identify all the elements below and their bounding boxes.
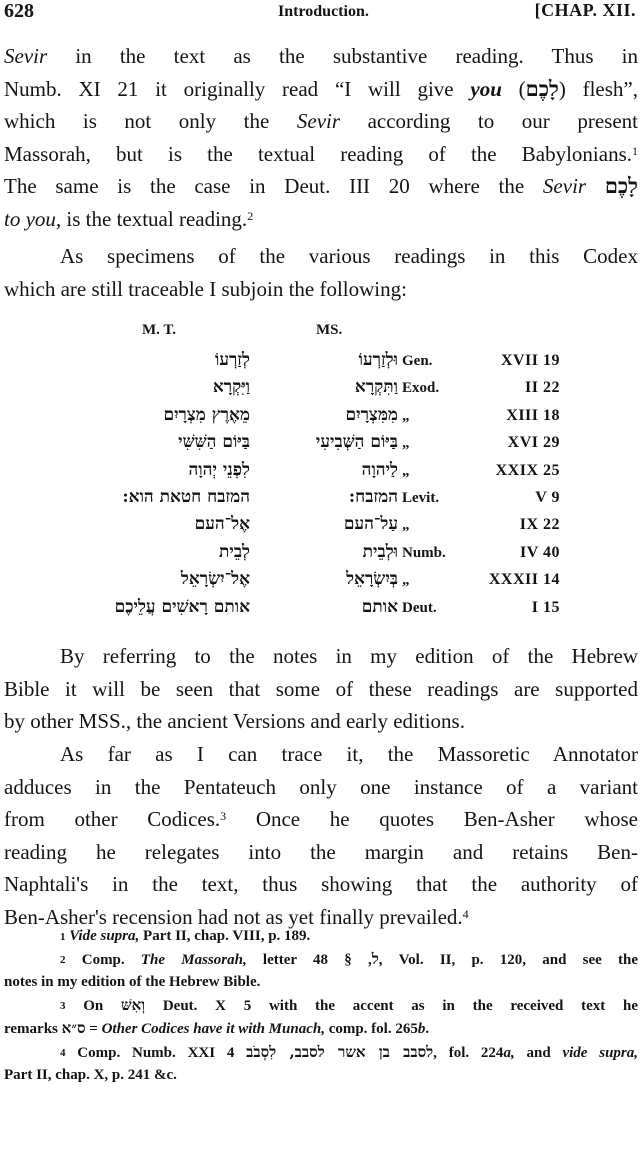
- text-line: reading he relegates into the margin and retains Ben-: [4, 839, 638, 864]
- mt-reading: אֶל־יִשְׂרָאֵל: [180, 569, 250, 590]
- readings-table: [90, 318, 590, 628]
- footnote-3: [4, 994, 638, 1018]
- italic-term: Sevir: [296, 109, 341, 133]
- text-run: Vide supra,: [69, 928, 140, 944]
- column-header-ms: MS.: [316, 322, 343, 338]
- emphasis-word: you: [470, 76, 502, 101]
- text-run: and: [514, 1044, 563, 1061]
- text-run: , fol. 224: [433, 1044, 504, 1061]
- page-number: 628: [4, 0, 34, 22]
- text-run: Other Codices have it with Munach,: [101, 1021, 325, 1037]
- text-run: b: [417, 1021, 426, 1037]
- ms-reading: וַתִּקְרָא: [354, 377, 398, 398]
- footnote-number: 1: [60, 931, 66, 943]
- italic-term: Sevir: [4, 44, 48, 68]
- book-name: Gen.: [402, 353, 433, 369]
- book-name: Levit.: [402, 490, 440, 506]
- text-run: , § 48, Vol. II, p. 120, and see the: [313, 951, 638, 968]
- mt-reading: אֶל־העם: [194, 514, 250, 535]
- footnote-ref: 2: [247, 208, 254, 223]
- text-line: Bible it will be seen that some of these readings are supported: [4, 676, 638, 701]
- verse-ref: XXIX 25: [495, 461, 560, 479]
- ms-reading: וּלְזַרְעוֹ: [358, 350, 398, 370]
- verse-ref: XVI 29: [507, 434, 560, 452]
- column-header-mt: M. T.: [142, 322, 177, 338]
- text-line: adduces in the Pentateuch only one instance of a variant: [4, 774, 638, 799]
- mt-reading: בַּיּוֹם הַשִּׁשִּׁי: [178, 432, 250, 453]
- footnote-1: [4, 925, 638, 948]
- text-run: vide supra,: [562, 1044, 638, 1061]
- text-run: Comp. Numb. XXI 4: [77, 1044, 247, 1061]
- text-run: Ben-Asher's recension had not as yet finally prevailed.: [4, 904, 463, 929]
- table-row: [90, 542, 590, 569]
- verse-ref: XVII 19: [500, 352, 560, 369]
- verse-ref: XIII 18: [506, 406, 560, 424]
- footnotes: [4, 925, 638, 1087]
- footnote-number: 2: [60, 953, 66, 966]
- hebrew-word: וְאִשּׁ: [121, 995, 146, 1014]
- book-name: Numb.: [402, 544, 446, 561]
- text-run: letter: [246, 951, 314, 968]
- hebrew-abbrev: ס״א: [61, 1019, 86, 1037]
- text-run: On: [83, 997, 121, 1014]
- text-run: ) flesh”,: [558, 76, 638, 101]
- table-row: [90, 377, 590, 404]
- table-row: [90, 350, 590, 377]
- ms-reading: עַל־העם: [343, 514, 398, 535]
- footnote-2: [4, 948, 638, 972]
- mt-reading: מֵאֶרֶץ מִצְרָיִם: [163, 404, 250, 425]
- verse-ref: XXXII 14: [488, 571, 560, 589]
- mt-reading: לִפְנֵי יְהוָה: [188, 459, 250, 480]
- paragraph-sevir: [4, 40, 638, 235]
- running-head: [4, 0, 636, 24]
- text-run: Massorah, but is the textual reading of the Babylonians.: [4, 141, 632, 166]
- text-run: Part II, chap. VIII, p. 189.: [139, 928, 311, 944]
- table-row: [90, 460, 590, 487]
- text-line: As far as I can trace it, the Massoretic Annotator: [60, 742, 638, 766]
- hebrew-word: לָכֶם: [604, 173, 638, 198]
- book-name: Exod.: [402, 380, 440, 397]
- text-line: By referring to the notes in my edition of the Hebrew: [60, 644, 638, 668]
- text-run: Deut. X 5 with the accent as in the received text he: [145, 997, 638, 1014]
- text-line: [4, 170, 638, 203]
- book-name: „: [402, 572, 410, 589]
- verse-ref: V 9: [535, 489, 560, 506]
- book-name: „: [402, 435, 410, 452]
- text-run: a,: [503, 1044, 515, 1061]
- paragraph-specimens: [4, 240, 638, 305]
- ms-reading: אותם: [361, 596, 398, 617]
- mt-reading: לְבֵית: [219, 541, 250, 562]
- hebrew-phrase: לסבב בן אשר לסבב, לִסְבֹב: [246, 1042, 434, 1061]
- book-name: „: [402, 462, 410, 479]
- text-line: Naphtali's in the text, thus showing that the authority of: [4, 872, 638, 896]
- text-line: [4, 105, 638, 138]
- book-name: „: [402, 407, 410, 424]
- text-run: .: [425, 1021, 430, 1037]
- text-run: from other Codices.: [4, 807, 221, 831]
- text-line: [4, 73, 638, 106]
- footnote-4: [4, 1041, 638, 1065]
- text-line: by other MSS., the ancient Versions and early editions.: [4, 709, 465, 733]
- text-run: The Massorah,: [140, 951, 247, 968]
- text-run: remarks: [4, 1021, 62, 1037]
- text-run: which is not only the: [4, 109, 297, 133]
- footnote-4-cont: Part II, chap. X, p. 241 &c.: [4, 1067, 177, 1083]
- book-name: Deut.: [402, 599, 437, 616]
- text-line: As specimens of the various readings in this Codex: [60, 244, 638, 268]
- mt-reading: המזבח חטאת הוא:: [122, 487, 250, 507]
- table-row: [90, 405, 590, 432]
- text-run: according to our present: [340, 109, 638, 133]
- footnote-2-cont: notes in my edition of the Hebrew Bible.: [4, 974, 261, 990]
- footnote-ref: 4: [462, 906, 469, 921]
- footnote-number: 4: [60, 1046, 66, 1059]
- mt-reading: לְזַרְעוֹ: [214, 350, 250, 370]
- verse-ref: IX 22: [519, 516, 560, 534]
- text-run: Comp.: [81, 951, 141, 968]
- text-line: [4, 203, 638, 236]
- footnote-number: 3: [60, 999, 66, 1012]
- text-line: which are still traceable I subjoin the following:: [4, 276, 407, 301]
- paragraph-massoretic-annotator: [4, 738, 638, 933]
- verse-ref: II 22: [525, 379, 560, 397]
- ms-reading: מִמִּצְרָיִם: [345, 404, 398, 425]
- ms-reading: בְּיִשְׂרָאֵל: [346, 569, 398, 590]
- text-line: [4, 803, 638, 836]
- paragraph-hebrew-bible: [4, 640, 638, 738]
- table-row: [90, 597, 590, 624]
- ms-reading: לַיהוָה: [361, 459, 398, 480]
- chapter-label: [CHAP. XII.: [534, 0, 636, 20]
- italic-term: Sevir: [542, 174, 587, 198]
- ms-reading: וּלְבֵית: [362, 541, 398, 562]
- hebrew-word: לָכֶם: [525, 75, 559, 101]
- table-row: [90, 514, 590, 541]
- running-title: Introduction.: [278, 3, 369, 20]
- verse-ref: I 15: [531, 598, 560, 616]
- ms-reading: המזבח:: [348, 487, 398, 507]
- text-run: is the textual reading.: [61, 206, 248, 231]
- text-run: Once he quotes Ben-Asher whose: [226, 807, 638, 831]
- footnote-ref: 3: [220, 809, 227, 823]
- italic-term: to you,: [4, 206, 62, 231]
- table-row: [90, 432, 590, 459]
- footnote-3-cont: [4, 1017, 638, 1041]
- mt-reading: אותם רָאשִׁים עֲלֵיכֶם: [114, 596, 250, 617]
- text-run: in the text as the substantive reading. Thus in: [47, 44, 638, 68]
- verse-ref: IV 40: [520, 543, 560, 561]
- text-run: Numb. XI 21 it originally read “I will give: [4, 76, 471, 101]
- text-run: (: [501, 76, 526, 101]
- text-run: The same is the case in Deut. III 20 where the: [4, 174, 543, 198]
- text-run: =: [85, 1021, 102, 1037]
- footnote-ref: 1: [632, 143, 638, 158]
- mt-reading: וַיִּקְרָא: [212, 377, 250, 398]
- hebrew-letter: ל: [371, 949, 379, 968]
- table-row: [90, 569, 590, 596]
- ms-reading: בַּיּוֹם הַשְּׁבִיעִי: [315, 432, 398, 453]
- text-run: comp. fol. 265: [324, 1021, 418, 1037]
- text-line: [4, 138, 638, 171]
- book-name: „: [402, 517, 410, 534]
- table-row: [90, 487, 590, 514]
- text-line: [4, 40, 638, 73]
